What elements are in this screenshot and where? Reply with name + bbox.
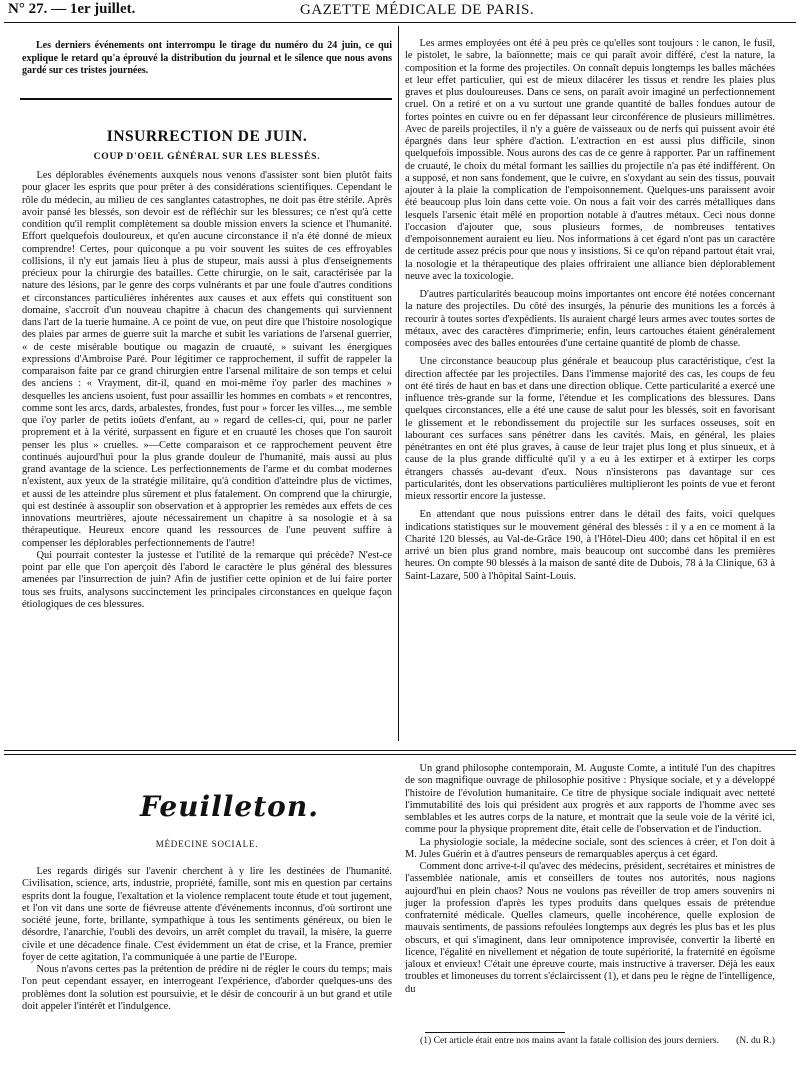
notice-block (22, 40, 392, 78)
feuilleton-left-column (22, 866, 392, 1013)
article-paragraph: En attendant que nous puissions entrer dans le détail des faits, voici quelques indications statistiques sur le mouvement général des blessés : il y a en ce moment à la Charité 120 blessés, au Val-de-Grâce 190, à l'Hôtel-Dieu 400; dans cet hôpital il en est arrivé un bien plus grand nombre, mais beaucoup ont succombé dans les premières heures. On compte 90 blessés à la maison de santé dite de Dubois, 78 à la Clinique, 63 à Saint-Lazare, 500 à l'hôpital Saint-Louis. (405, 509, 775, 582)
article-paragraph: Qui pourrait contester la justesse et l'utilité de la remarque qui précède? N'est-ce point par elle que l'on aperçoit dès l'abord le caractère le plus général des blessures amenées par l'insurrection de juin? Afin de justifier cette opinion et de lui faire porter tous ses fruits, analysons succinctement les principales circonstances en quelque façon étiologiques de ces blessures. (22, 549, 392, 610)
article-left-column (22, 170, 392, 611)
article-title: INSURRECTION DE JUIN. (106, 128, 308, 145)
footnote-signature: (N. du R.) (736, 1035, 775, 1046)
feuilleton-paragraph: La physiologie sociale, la médecine sociale, sont des sciences à créer, et l'on doit à M. Jules Guérin et à d'autres penseurs de remarquables aperçus à cet égard. (405, 836, 775, 860)
gazette-title: GAZETTE MÉDICALE DE PARIS. (300, 2, 535, 18)
footnote-text: (1) Cet article était entre nos mains avant la fatale collision des jours derniers. (420, 1035, 719, 1046)
article-subtitle: COUP D'OEIL GÉNÉRAL SUR LES BLESSÉS. (93, 152, 321, 162)
issue-number: N° 27. — 1er juillet. (8, 1, 136, 17)
feuilleton-paragraph: Nous n'avons certes pas la prétention de prédire ni de régler le cours du temps; mais l'on peut cependant essayer, en interrogeant l'expérience, d'aborder quelques-uns des problèmes dont la solution est poursuivie, et le désir de concourir à un but grand et utile doit appeler l'intérêt et l'indulgence. (22, 964, 392, 1012)
feuilleton-paragraph: Un grand philosophe contemporain, M. Auguste Comte, a intitulé l'un des chapitres de son magnifique ouvrage de philosophie positive : Physique sociale, et y a développé l'histoire de l'évolution humanitaire. Ce titre de physique sociale indiquait avec netteté l'immutabilité des lois qui président aux progrès et aux rapports de l'homme avec ses semblables et les autres corps de la nature, et montrait que la seule voie de la vérité ici, comme pour la physique proprement dite, était celle de l'observation et de l'induction. (405, 763, 775, 836)
article-right-column (405, 38, 775, 583)
feuilleton-right-column (405, 763, 775, 996)
article-paragraph: Les déplorables événements auxquels nous venons d'assister sont bien plutôt faits pour glacer les esprits que pour prêter à des considérations scientifiques. Cependant le rôle du médecin, au milieu de ces sanglantes catastrophes, ne doit pas être stérile. Après avoir pansé les blessés, son devoir est de réfléchir sur les blessures; ce n'est qu'à cette condition qu'il remplit complètement sa double mission envers la science et l'humanité. Effort quelquefois douloureux, et qu'en aucune circonstance il n'a été donné de mieux comprendre! Certes, pour quiconque a pu voir souvent les suites de ces effroyables collisions, il n'y eut jamais lieu à plus de stupeur, mais aussi à plus d'enseignements précieux pour la chirurgie des batailles. Cette chirurgie, on le sait, caractérisée par la nature des lésions, par le genre des corps vulnérants et par une foule d'autres conditions et circonstances particulières inhérentes aux causes et aux effets qui constituent son domaine, s'accroît d'un nouveau chapitre à chacun des changements qui surviennent dans l'art de la tuerie humaine. A ce point de vue, on peut dire que l'histoire nosologique des plaies par armes de guerre suit la marche et subit les variations de l'arsenal guerrier, « de ceste misérable boutique ou magazin de cruauté, » suivant les énergiques expressions d'Ambroise Paré. Pour légitimer ce rapprochement, il suffit de rappeler la comparaison faite par ce grand chirurgien entre l'arsenal militaire de son temps et celui des anciens : « Vrayment, dit-il, quand en moi-même i'oy parler des machines » desquelles les anciens usoient, fust pour assaillir les hommes en combats » et rencontres, comme sont les arcs, dards, arbalestes, frondes, fust pour » forcer les villes..., me semble que i'oy parler de petits ioüets d'enfant, au » regard de celles-ci, qui, pour ne parler proprement et à la vérité, surpassent en figure et en cruauté les choses que l'on sauroit penser les plus » cruelles. »—Cette comparaison et ce rapprochement peuvent être continués aujourd'hui pour la plus grande douleur de l'humanité, mais aussi au plus grand avantage de la science. Les perfectionnements de l'arme et du combat modernes n'existent, aux yeux de la stratégie militaire, qu'à condition d'atteindre plus de victimes, et aussi de les atteindre plus sûrement et plus fatalement. On comprend que la chirurgie, qui est destinée à assouplir son observation et à approprier les remèdes aux effets de ces innovations meurtrières, ajoute nécessairement un chapitre à sa nosologie et à sa thérapeutique. Heureux encore quand les ressources de l'une peuvent suffire à compenser les déplorables perfectionnements de l'autre! (22, 170, 392, 549)
article-paragraph: Une circonstance beaucoup plus générale et beaucoup plus caractéristique, c'est la direction affectée par les projectiles. Dans l'immense majorité des cas, les coups de feu ont été tirés de haut en bas et dans une direction oblique. Cette particularité a exercé une influence très-grande sur la forme, l'étendue et les complications des blessures. Dans quelques circonstances, elle a été une cause de salut pour les blessés, soit en favorisant le glissement et le rebondissement du projectile sur les surfaces osseuses, soit en labourant ces surfaces sans pénétrer dans les cavités. Mais, en général, les plaies pénétrantes en ont été plus graves, à cause de leur trajet plus long et plus sinueux, et à cause de la plus grande difficulté qu'il y a eu à les extirper et à extirper les corps étrangers chassés au-devant d'eux. Nous n'insisterons pas davantage sur ces particularités, dont les observations particulières multiplieront les points de vue et feront mieux ressortir encore la justesse. (405, 356, 775, 502)
feuilleton-rule (4, 750, 796, 751)
notice-rule (20, 98, 392, 100)
feuilleton-heading: Feuilleton. (140, 790, 319, 823)
column-divider (398, 26, 399, 741)
footnote (420, 1035, 775, 1047)
header-rule (4, 22, 796, 23)
feuilleton-rule-2 (4, 754, 796, 755)
editorial-notice: Les derniers événements ont interrompu le tirage du numéro du 24 juin, ce qui explique le retard qu'a éprouvé la distribution du journal et le silence que nous avons gardé sur ces tristes journées. (22, 40, 392, 76)
feuilleton-section-title: MÉDECINE SOCIALE. (155, 839, 259, 849)
feuilleton-paragraph: Les regards dirigés sur l'avenir cherchent à y lire les destinées de l'humanité. Civilisation, science, arts, industrie, propriété, famille, sont mis en question par certains esprits dont la fougue, l'exaltation et la violence remplacent toute étude et tout jugement, et l'on vit dans une sorte de fiévreuse attente d'événements inconnus, d'où sortiront une société jeune, forte, brillante, sympathique à tous les sentiments généreux, ou bien le désordre, l'anarchie, l'oubli des devoirs, un arrêt complet du travail, la misère, la guerre civile et une décadence finale. C'est évidemment un état de crise, et la France, premier foyer de cette agitation, l'a communiquée à une partie de l'Europe. (22, 866, 392, 963)
feuilleton-paragraph: Comment donc arrive-t-il qu'avec des médecins, président, secrétaires et ministres de l'assemblée nationale, amis et conseillers de toutes nos autorités, nous nagions aujourd'hui en plein chaos? Nous ne voulons pas réveiller de trop amers souvenirs ni juger la profession d'après les types produits dans quelques essais de prétendue confraternité médicale. Quelles clameurs, quelle incohérence, quelle explosion de mauvais sentiments, de passions refoulées longtemps aux degrés les plus bas et les plus obscurs, et qui s'imaginent, dans leur omnipotence improvisée, convertir la liberté en licence, l'égalité en nivellement et négation de toute supériorité, la fraternité en égoïsme jaloux et envieux! C'était une épreuve courte, mais instructive à traverser. Déjà les eaux troubles et limoneuses du torrent s'éclaircissent (1), et dans peu le règne de l'intelligence, du (405, 861, 775, 995)
article-paragraph: Les armes employées ont été à peu près ce qu'elles sont toujours : le canon, le fusil, le pistolet, le sabre, la baïonnette; mais ce qui paraît avoir différé, c'est la nature, la composition et la forme des projectiles. On connaît depuis longtemps les balles mâchées et leur effet particulier, qui est de mieux dilacérer les tissus et rendre les plaies plus graves et plus douloureuses. Dans ce sens, on paraît avoir imaginé un perfectionnement cruel. On a retiré et on a vu surtout une grande quantité de balles fondues autour de fortes pointes en cuivre ou en fer dépassant leur circonférence de plusieurs millimètres. Avec de pareils projectiles, il n'y a guère de vaisseaux ou de nerfs qui puissent avoir été épargnés dans leur sphère d'action. L'extraction en est aussi plus difficile, sinon quelquefois impossible. Nous aurons des cas de ce genre à rapporter. Par un raffinement de cruauté, le choix du métal formant les saillies du projectile n'a pas été indifférent. On a supposé, et non sans fondement, que le cuivre, en s'oxydant au sein des tissus, pouvait ajouter à la plaie la complication de l'empoisonnement. Quelques-uns paraissent avoir été beaucoup plus loin dans cette voie. On nous a fait voir des carrés métalliques dans lesquels l'arsenic était mêlé en proportion notable à d'autres métaux. Ceci nous donne l'occasion d'ajouter que, sous plusieurs formes, de nombreuses tentatives d'empoisonnement auraient eu lieu. Nos informations à cet égard n'ont pas un caractère de certitude assez précis pour que nous y insistions. Si ce qu'on répand partout était vrai, la nosologie et la thérapeutique des plaies offriraient une alliance bien déplorablement neuve avec la toxicologie. (405, 38, 775, 282)
page-header (0, 0, 800, 22)
article-paragraph: D'autres particularités beaucoup moins importantes ont encore été notées concernant la nature des projectiles. Du côté des insurgés, la pénurie des munitions les a forcés à recourir à toutes sortes d'expédients. Ils auraient chargé leurs armes avec toutes sortes de métaux, avec des caractères d'imprimerie; enfin, leurs cartouches étaient généralement composées avec des balles entourées d'une certaine quantité de plomb de chasse. (405, 289, 775, 349)
footnote-rule (425, 1032, 565, 1033)
